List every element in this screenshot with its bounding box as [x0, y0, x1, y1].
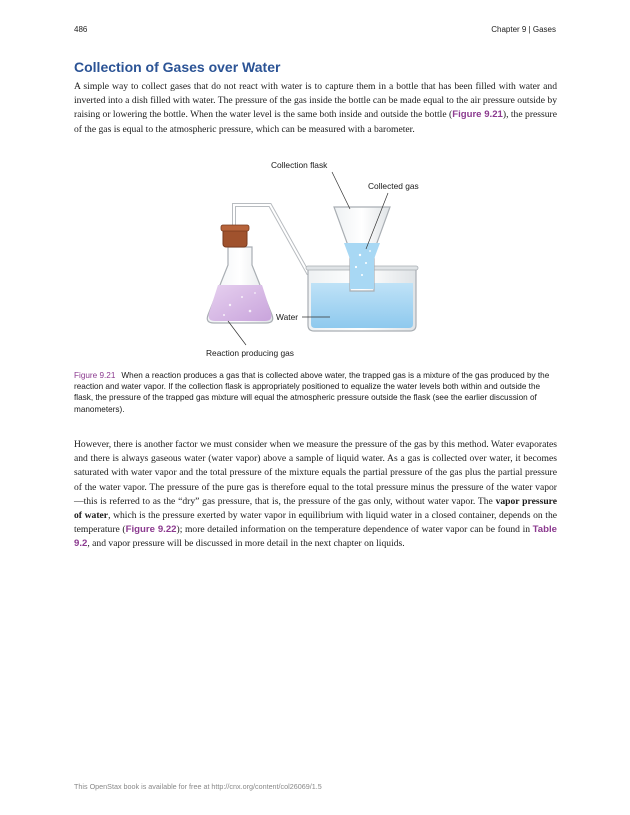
- paragraph-vp-text-b: , which is the pressure exerted by water vapor in equilibrium with liquid water in a closed container, depends on the temperature (: [74, 510, 558, 536]
- leader-reaction: [228, 321, 246, 345]
- paragraph-vp-text-d: , and vapor pressure will be discussed in more detail in the next chapter on liquids.: [87, 538, 405, 550]
- leader-collection-flask: [332, 172, 350, 209]
- paragraph-vapor-pressure: [74, 438, 557, 552]
- paragraph-vp-text-c: ); more detailed information on the temperature dependence of water vapor can be found in: [176, 524, 533, 536]
- label-collected-gas: Collected gas: [368, 181, 419, 191]
- paragraph-vp-text-a: However, there is another factor we must consider when we measure the pressure of the gas by this method. Water evaporates and there is always gaseous water (water vapor) above a sample of liquid water. As a gas is collected over water, it becomes saturated with water vapor and the total pressure of the mixture equals the partial pressure of the gas plus the partial pressure of the water vapor. The pressure of the pure gas is therefore equal to the total pressure minus the pressure of the water vapor—this is referred to as the “dry” gas pressure, that is, the pressure of the gas only, without water vapor. The: [74, 439, 557, 507]
- term-vapor-pressure: vapor pressure of water: [74, 495, 557, 522]
- figure-caption: [74, 370, 557, 415]
- paragraph-intro: [74, 80, 557, 137]
- caption-text: When a reaction produces a gas that is collected above water, the trapped gas is a mixture of the gas produced by the reaction and water vapor. If the collection flask is appropriately positioned to equalize the water levels both within and outside the flask, the pressure of the trapped gas mixture will equal the atmospheric pressure outside the flask (see the earlier discussion of manometers).: [74, 371, 550, 414]
- page-number: 486: [74, 25, 88, 34]
- footer-availability: This OpenStax book is available for free at http://cnx.org/content/col26069/1.5: [74, 782, 322, 791]
- table-9-2-link[interactable]: Table 9.2: [74, 524, 558, 550]
- paragraph-intro-text-a: A simple way to collect gases that do not react with water is to capture them in a bottle that has been filled with water and inverted into a dish filled with water. The pressure of the gas inside the bottle can be made equal to the air pressure outside by raising or lowering the bottle. When the water level is the same both inside and outside the bottle (: [74, 81, 557, 121]
- figure-gas-collection: [190, 155, 450, 360]
- figure-9-21-link[interactable]: Figure 9.21: [452, 109, 503, 121]
- chapter-header: Chapter 9 | Gases: [491, 25, 556, 34]
- gas-collection-diagram: [190, 155, 450, 360]
- label-reaction: Reaction producing gas: [206, 348, 294, 358]
- section-title: Collection of Gases over Water: [74, 59, 281, 75]
- caption-figure-number: Figure 9.21: [74, 371, 116, 380]
- label-water: Water: [276, 312, 299, 322]
- paragraph-intro-text-b: ), the pressure of the gas is equal to the atmospheric pressure, which can be measured with a barometer.: [74, 109, 557, 135]
- stopper-top: [221, 225, 249, 231]
- figure-9-22-link[interactable]: Figure 9.22: [125, 524, 177, 536]
- label-collection-flask: Collection flask: [271, 160, 328, 170]
- reaction-flask: [207, 247, 273, 323]
